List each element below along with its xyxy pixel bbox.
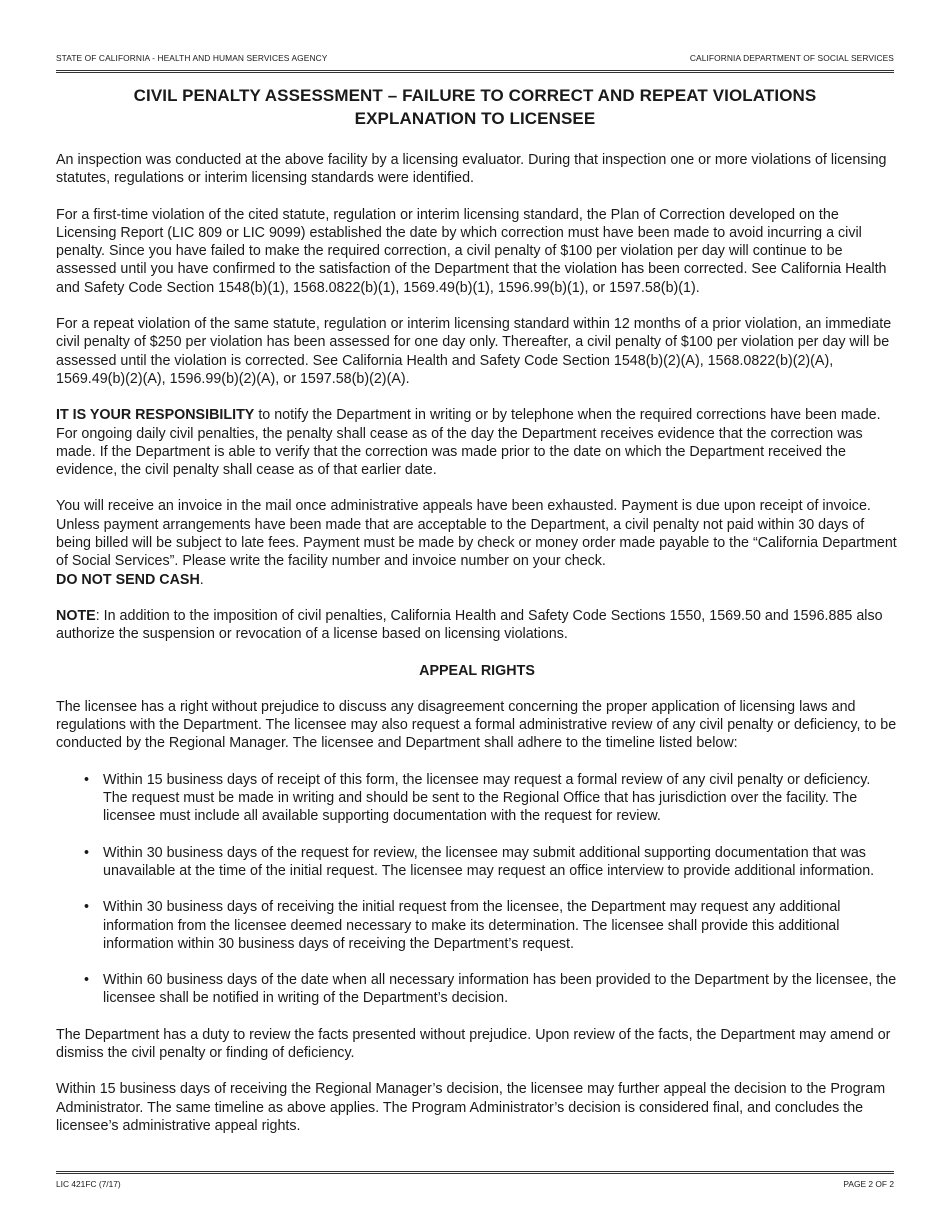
list-item bbox=[56, 844, 898, 881]
appeal-rights-heading: APPEAL RIGHTS bbox=[419, 662, 535, 679]
list-item-text: Within 30 business days of receiving the initial request from the licensee, the Department may request any additional information from the licensee deemed necessary to make its determination. The licensee shall provide this additional information within 30 business days of receiving the Department’s request. bbox=[103, 899, 841, 952]
paragraph-further-appeal: Within 15 business days of receiving the Regional Manager’s decision, the licensee may further appeal the decision to the Program Administrator. The same timeline as above applies. The Program Administrator’s decision is considered final, and concludes the licensee’s administrative appeal rights. bbox=[56, 1081, 886, 1134]
agency-name: STATE OF CALIFORNIA - HEALTH AND HUMAN SERVICES AGENCY bbox=[56, 53, 328, 63]
bullet-icon: • bbox=[84, 972, 90, 989]
form-number: LIC 421FC (7/17) bbox=[56, 1179, 121, 1189]
header-rule bbox=[56, 70, 894, 73]
note-text: : In addition to the imposition of civil penalties, California Health and Safety Code Sections 1550, 1569.50 and 1596.885 also authorize the suspension or revocation of a license based on licensing violations. bbox=[56, 607, 883, 643]
page-footer bbox=[56, 1179, 894, 1191]
note-label: NOTE bbox=[56, 607, 96, 624]
list-item bbox=[56, 971, 898, 1008]
title-line-2: EXPLANATION TO LICENSEE bbox=[354, 109, 596, 128]
list-item bbox=[56, 898, 898, 953]
form-title bbox=[56, 84, 894, 130]
list-item-text: Within 30 business days of the request for review, the licensee may submit additional supporting documentation that was unavailable at the time of the initial request. The licensee may request an office interview to provide additional information. bbox=[103, 844, 875, 879]
page-header bbox=[56, 53, 894, 65]
document-body bbox=[56, 151, 898, 1153]
paragraph-inspection: An inspection was conducted at the above facility by a licensing evaluator. During that inspection one or more violations of licensing statutes, regulations or interim licensing standards were identified. bbox=[56, 152, 887, 187]
list-item-text: Within 60 business days of the date when all necessary information has been provided to the Department by the licensee, the licensee shall be notified in writing of the Department’s decision. bbox=[103, 972, 897, 1007]
appeal-intro: The licensee has a right without prejudice to discuss any disagreement concerning the proper application of licensing laws and regulations with the Department. The licensee may also request a formal administrative review of any civil penalty or deficiency, to be conducted by the Regional Manager. The licensee and Department shall adhere to the timeline listed below: bbox=[56, 698, 897, 752]
bullet-icon: • bbox=[84, 899, 90, 916]
no-cash-warning: DO NOT SEND CASH bbox=[56, 571, 200, 588]
invoice-text: You will receive an invoice in the mail once administrative appeals have been exhausted. Payment is due upon receipt of invoice. Unless payment arrangements have been made that are acceptable to the Department, a civil penalty not paid within 30 days of being billed will be subject to late fees. Payment must be made by check or money order made payable to the “California Department of Social Services”. Please write the facility number and invoice number on your check. bbox=[56, 498, 897, 570]
list-item-text: Within 15 business days of receipt of this form, the licensee may request a formal review of any civil penalty or deficiency. The request must be made in writing and should be sent to the Regional Office that has jurisdiction over the facility. The licensee must include all available supporting documentation with the request for review. bbox=[103, 771, 871, 825]
footer-rule bbox=[56, 1171, 894, 1174]
responsibility-emphasis: IT IS YOUR RESPONSIBILITY bbox=[56, 407, 255, 424]
page-number: PAGE 2 OF 2 bbox=[843, 1179, 894, 1189]
paragraph-department-duty: The Department has a duty to review the facts presented without prejudice. Upon review of the facts, the Department may amend or dismiss the civil penalty or finding of deficiency. bbox=[56, 1026, 891, 1061]
bullet-icon: • bbox=[84, 844, 90, 861]
department-name: CALIFORNIA DEPARTMENT OF SOCIAL SERVICES bbox=[689, 53, 894, 63]
paragraph-invoice bbox=[56, 497, 898, 588]
list-item bbox=[56, 771, 898, 826]
paragraph-repeat-violation: For a repeat violation of the same statute, regulation or interim licensing standard within 12 months of a prior violation, an immediate civil penalty of $250 per violation has been assessed for one day only. Thereafter, a civil penalty of $100 per violation per day will be assessed until the violation is corrected. See California Health and Safety Code Section 1548(b)(2)(A), 1568.0822(b)(2)(A), 1569.49(b)(2)(A), 1596.99(b)(2)(A), or 1597.58(b)(2)(A). bbox=[56, 316, 892, 387]
no-cash-period: . bbox=[199, 571, 204, 588]
paragraph-responsibility bbox=[56, 406, 898, 479]
paragraph-first-time-violation: For a first-time violation of the cited statute, regulation or interim licensing standard, the Plan of Correction developed on the Licensing Report (LIC 809 or LIC 9099) established the date by which correction must have been made to avoid incurring a civil penalty. Since you have failed to make the required correction, a civil penalty of $100 per violation per day will continue to be assessed until you have confirmed to the satisfaction of the Department that the violation has been corrected. See California Health and Safety Code Section 1548(b)(1), 1568.0822(b)(1), 1569.49(b)(1), 1596.99(b)(1), or 1597.58(b)(1). bbox=[56, 206, 887, 296]
appeal-timeline-list bbox=[56, 771, 898, 1008]
responsibility-text: to notify the Department in writing or by telephone when the required corrections have been made. For ongoing daily civil penalties, the penalty shall cease as of the day the Department receives evidence that the correction was made. If the Department is able to verify that the correction was made prior to the date on which the Department received the evidence, the civil penalty shall cease as of that earlier date. bbox=[56, 407, 881, 479]
bullet-icon: • bbox=[84, 771, 90, 788]
paragraph-note bbox=[56, 607, 898, 644]
title-line-1: CIVIL PENALTY ASSESSMENT – FAILURE TO CORRECT AND REPEAT VIOLATIONS bbox=[133, 86, 817, 105]
